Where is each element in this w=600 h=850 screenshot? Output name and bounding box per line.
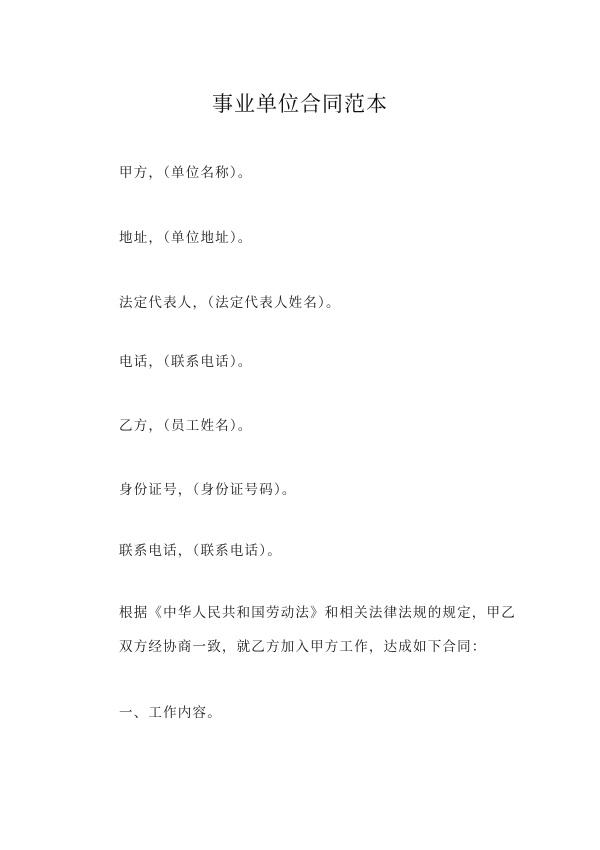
preamble-line-2: 双方经协商一致，就乙方加入甲方工作，达成如下合同： — [119, 639, 487, 655]
section-heading: 一、工作内容。 — [119, 705, 222, 721]
document-title: 事业单位合同范本 — [212, 92, 388, 116]
address-line: 地址，（单位地址）。 — [119, 230, 253, 246]
contact-phone-line: 联系电话，（联系电话）。 — [119, 543, 282, 559]
phone-line: 电话，（联系电话）。 — [119, 354, 253, 370]
id-number-line: 身份证号，（身份证号码）。 — [119, 482, 297, 498]
legal-representative-line: 法定代表人，（法定代表人姓名）。 — [119, 295, 341, 311]
party-b-line: 乙方，（员工姓名）。 — [119, 418, 253, 434]
preamble-line-1: 根据《中华人民共和国劳动法》和相关法律法规的规定，甲乙 — [119, 605, 516, 621]
party-a-line: 甲方，（单位名称）。 — [119, 165, 253, 181]
